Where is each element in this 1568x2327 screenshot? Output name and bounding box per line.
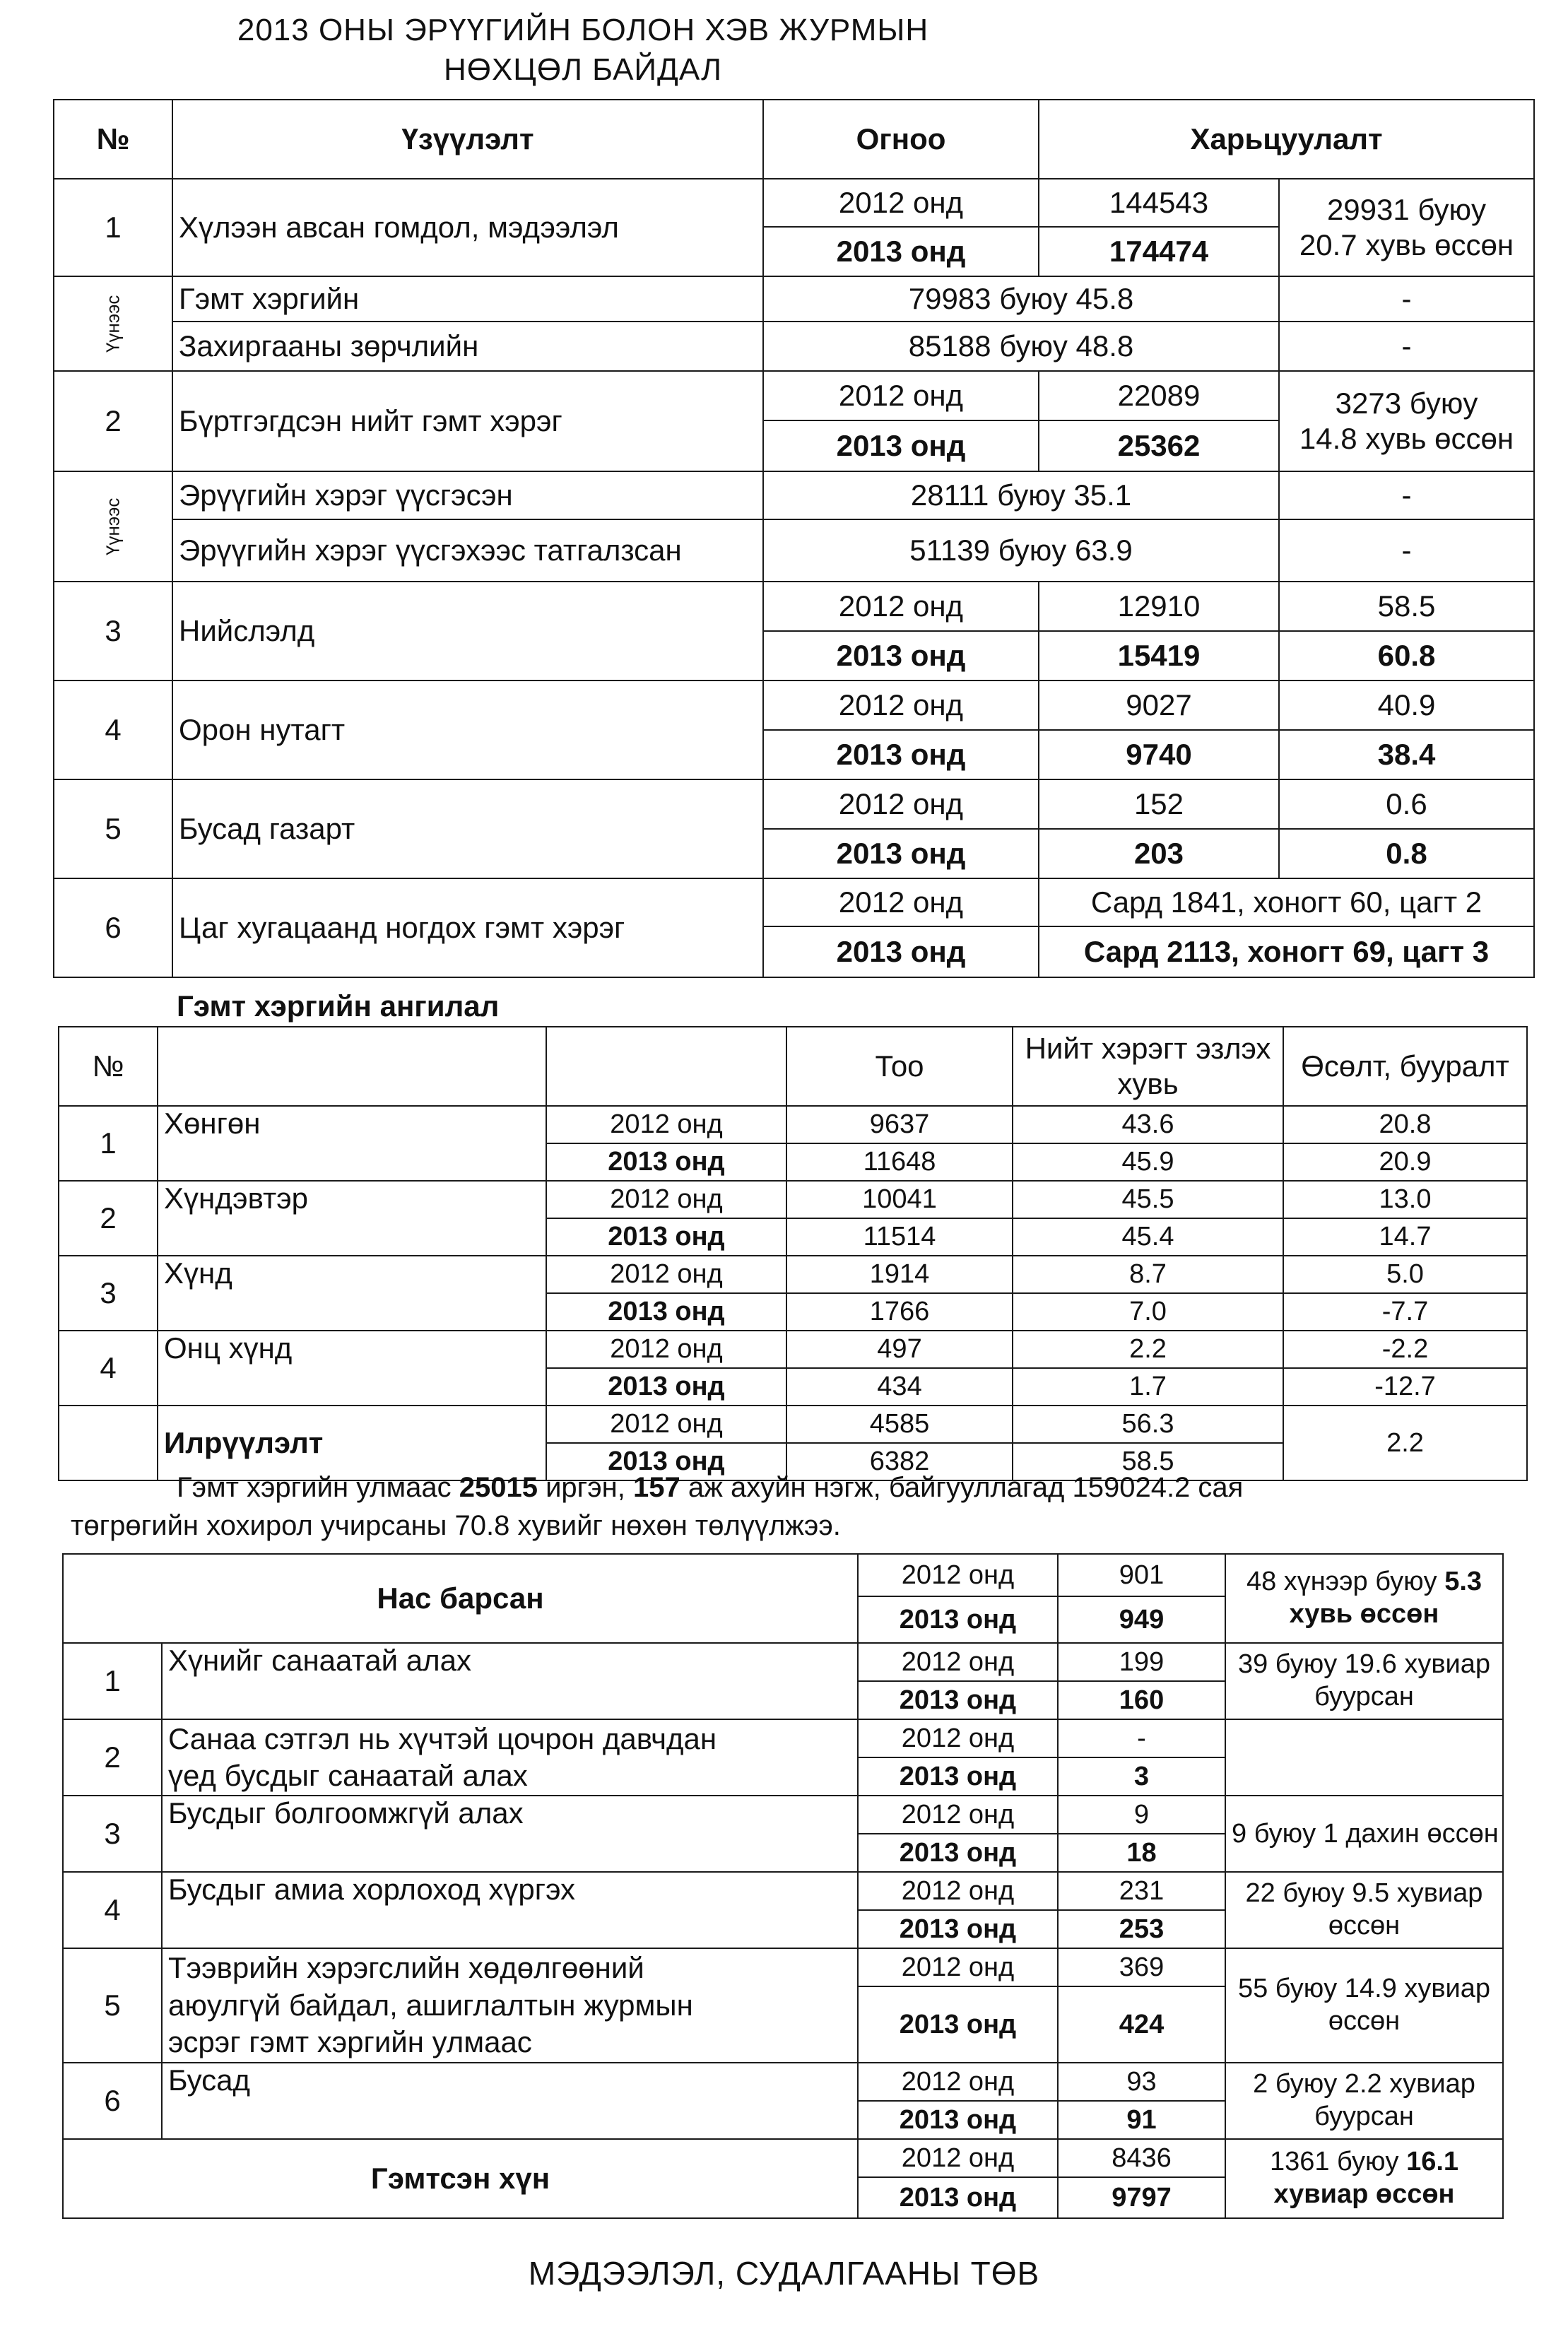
row4-value-2012: 9027	[1039, 681, 1279, 730]
t3-row3-year-2012: 2012 онд	[858, 1796, 1058, 1834]
t3-row2-value-2012: -	[1058, 1719, 1225, 1757]
t2-detection-year-2013: 2013 онд	[546, 1443, 786, 1480]
t2-detection-share-2013: 58.5	[1013, 1443, 1283, 1480]
t2-row4-year-2013: 2013 онд	[546, 1368, 786, 1406]
t2-row4-no: 4	[59, 1331, 158, 1406]
t2-header-label	[158, 1027, 546, 1106]
t2-row3-growth-2012: 5.0	[1283, 1256, 1527, 1293]
deaths-cmp-line2: хувь өссөн	[1289, 1599, 1439, 1629]
sub1b-label: Захиргааны зөрчлийн	[172, 322, 763, 371]
row5-label: Бусад газарт	[172, 779, 763, 878]
t2-row1-label: Хөнгөн	[158, 1106, 546, 1181]
row6-value-2013: Сард 2113, хоногт 69, цагт 3	[1039, 926, 1534, 977]
t3-row2-year-2013: 2013 онд	[858, 1757, 1058, 1796]
t3-row4-year-2012: 2012 онд	[858, 1872, 1058, 1910]
t2-row4-growth-2013: -12.7	[1283, 1368, 1527, 1406]
injured-cmp-line2: хувиар өссөн	[1273, 2179, 1455, 2209]
damage-citizens: 25015	[459, 1472, 538, 1503]
header-no: №	[54, 100, 172, 179]
injured-cmp-line1: 1361 буюу	[1269, 2147, 1407, 2177]
page-title-line2: НӨХЦӨЛ БАЙДАЛ	[443, 52, 723, 87]
t3-row2-year-2012: 2012 онд	[858, 1719, 1058, 1757]
sub2a-cmp: -	[1279, 471, 1534, 519]
row3-no: 3	[54, 582, 172, 681]
t3-row5-year-2012: 2012 онд	[858, 1948, 1058, 1986]
row1-cmp-line2: 20.7 хувь өссөн	[1299, 228, 1514, 261]
row6-value-2012: Сард 1841, хоногт 60, цагт 2	[1039, 878, 1534, 926]
t3-row4-comparison	[1225, 1872, 1503, 1948]
row4-no: 4	[54, 681, 172, 779]
t2-row2-share-2013: 45.4	[1013, 1218, 1283, 1256]
header-indicator: Үзүүлэлт	[172, 100, 763, 179]
t3-row4-cmp-line1: 22 буюу 9.5 хувиар	[1245, 1878, 1483, 1909]
row2-cmp-line1: 3273 буюу	[1335, 386, 1478, 420]
row3-year-2013: 2013 онд	[763, 631, 1039, 681]
t2-row3-year-2012: 2012 онд	[546, 1256, 786, 1293]
injured-value-2013: 9797	[1058, 2177, 1225, 2218]
damage-entities: 157	[632, 1472, 680, 1503]
t2-row4-label: Онц хүнд	[158, 1331, 546, 1406]
t2-header-share: Нийт хэрэгт эзлэх хувь	[1013, 1027, 1283, 1106]
t3-row5-cmp-line1: 55 буюу 14.9 хувиар	[1237, 1974, 1490, 2004]
t3-row5-cmp-line2: өссөн	[1328, 2006, 1401, 2036]
sub2b-cmp: -	[1279, 519, 1534, 582]
row2-year-2012: 2012 онд	[763, 371, 1039, 420]
t3-row6-year-2013: 2013 онд	[858, 2101, 1058, 2139]
t3-row5-value-2013: 424	[1058, 1986, 1225, 2063]
t2-row3-no: 3	[59, 1256, 158, 1331]
t3-row1-cmp-line1: 39 буюу 19.6 хувиар	[1237, 1649, 1490, 1680]
t2-row1-count-2013: 11648	[786, 1143, 1013, 1181]
t2-row1-year-2012: 2012 онд	[546, 1106, 786, 1143]
t2-row2-no: 2	[59, 1181, 158, 1256]
row1-cmp-line1: 29931 буюу	[1326, 192, 1487, 226]
t2-row3-share-2012: 8.7	[1013, 1256, 1283, 1293]
t3-row1-year-2012: 2012 онд	[858, 1643, 1058, 1681]
side-label-1: Үүнээс	[54, 276, 172, 371]
row5-year-2012: 2012 онд	[763, 779, 1039, 829]
damage-text2: иргэн,	[537, 1472, 633, 1503]
t3-row1-year-2013: 2013 онд	[858, 1681, 1058, 1719]
row2-label: Бүртгэгдсэн нийт гэмт хэрэг	[172, 371, 763, 471]
injured-label: Гэмтсэн хүн	[63, 2139, 858, 2218]
deaths-cmp-pct: 5.3	[1444, 1567, 1482, 1597]
t2-header-growth: Өсөлт, бууралт	[1283, 1027, 1527, 1106]
t3-row4-label: Бусдыг амиа хорлоход хүргэх	[162, 1872, 858, 1948]
t2-row4-growth-2012: -2.2	[1283, 1331, 1527, 1368]
row1-comparison	[1279, 179, 1534, 276]
t2-row4-count-2012: 497	[786, 1331, 1013, 1368]
header-comparison: Харьцуулалт	[1039, 100, 1534, 179]
row4-pct-2012: 40.9	[1279, 681, 1534, 730]
damage-line1	[71, 1468, 1526, 1507]
t2-row2-count-2013: 11514	[786, 1218, 1013, 1256]
t3-row3-label: Бусдыг болгоомжгүй алах	[162, 1796, 858, 1872]
t3-row5-year-2013: 2013 онд	[858, 1986, 1058, 2063]
row1-value-2012: 144543	[1039, 179, 1279, 227]
t3-row5-label-line1: Тээврийн хэрэгслийн хөдөлгөөний	[168, 1951, 644, 1985]
t2-row3-label: Хүнд	[158, 1256, 546, 1331]
damage-text3: аж ахуйн нэгж, байгууллагад 159024.2 сая	[680, 1472, 1244, 1503]
t3-row2-label-line2: үед бусдыг санаатай алах	[168, 1759, 528, 1792]
t2-row3-year-2013: 2013 онд	[546, 1293, 786, 1331]
t3-row6-cmp-line1: 2 буюу 2.2 хувиар	[1253, 2069, 1475, 2099]
sub2b-label: Эрүүгийн хэрэг үүсгэхээс татгалзсан	[172, 519, 763, 582]
damage-text1: Гэмт хэргийн улмаас	[177, 1472, 459, 1503]
t3-row1-label: Хүнийг санаатай алах	[162, 1643, 858, 1719]
deaths-label: Нас барсан	[63, 1554, 858, 1643]
t3-row4-year-2013: 2013 онд	[858, 1910, 1058, 1948]
damage-paragraph	[71, 1468, 1526, 1545]
t3-row5-value-2012: 369	[1058, 1948, 1225, 1986]
t2-row4-year-2012: 2012 онд	[546, 1331, 786, 1368]
t2-row4-share-2013: 1.7	[1013, 1368, 1283, 1406]
t3-row3-value-2012: 9	[1058, 1796, 1225, 1834]
t2-row3-growth-2013: -7.7	[1283, 1293, 1527, 1331]
injured-cmp-pct: 16.1	[1406, 2147, 1459, 2177]
t2-row1-growth-2012: 20.8	[1283, 1106, 1527, 1143]
t3-row1-cmp-line2: буурсан	[1314, 1682, 1414, 1712]
row4-label: Орон нутагт	[172, 681, 763, 779]
page-title-line1: 2013 ОНЫ ЭРҮҮГИЙН БОЛОН ХЭВ ЖУРМЫН	[237, 13, 929, 47]
t2-row2-share-2012: 45.5	[1013, 1181, 1283, 1218]
t3-row6-comparison	[1225, 2063, 1503, 2139]
t2-row2-growth-2012: 13.0	[1283, 1181, 1527, 1218]
t3-row6-label: Бусад	[162, 2063, 858, 2139]
row2-cmp-line2: 14.8 хувь өссөн	[1299, 422, 1514, 455]
sub2b-value: 51139 буюу 63.9	[763, 519, 1279, 582]
t2-row3-count-2013: 1766	[786, 1293, 1013, 1331]
t3-row2-value-2013: 3	[1058, 1757, 1225, 1796]
row6-label: Цаг хугацаанд ногдох гэмт хэрэг	[172, 878, 763, 977]
t2-row2-growth-2013: 14.7	[1283, 1218, 1527, 1256]
deaths-comparison	[1225, 1554, 1503, 1643]
t3-row5-no: 5	[63, 1948, 162, 2063]
t3-row4-no: 4	[63, 1872, 162, 1948]
row1-year-2013: 2013 онд	[763, 227, 1039, 276]
t2-row4-share-2012: 2.2	[1013, 1331, 1283, 1368]
row3-value-2013: 15419	[1039, 631, 1279, 681]
t2-row3-share-2013: 7.0	[1013, 1293, 1283, 1331]
sub1b-value: 85188 буюу 48.8	[763, 322, 1279, 371]
row6-year-2012: 2012 онд	[763, 878, 1039, 926]
t3-row1-value-2013: 160	[1058, 1681, 1225, 1719]
t2-row1-share-2013: 45.9	[1013, 1143, 1283, 1181]
row4-value-2013: 9740	[1039, 730, 1279, 779]
row6-year-2013: 2013 онд	[763, 926, 1039, 977]
sub2a-value: 28111 буюу 35.1	[763, 471, 1279, 519]
deaths-year-2013: 2013 онд	[858, 1596, 1058, 1643]
row5-value-2012: 152	[1039, 779, 1279, 829]
row3-pct-2013: 60.8	[1279, 631, 1534, 681]
t3-row6-value-2013: 91	[1058, 2101, 1225, 2139]
row5-value-2013: 203	[1039, 829, 1279, 878]
damage-line2: төгрөгийн хохирол учирсаны 70.8 хувийг нөхөн төлүүлжээ.	[71, 1510, 841, 1541]
t2-header-year	[546, 1027, 786, 1106]
crime-classification-caption: Гэмт хэргийн ангилал	[177, 989, 500, 1023]
t3-row5-label	[162, 1948, 858, 2063]
t3-row5-comparison	[1225, 1948, 1503, 2063]
t3-row6-year-2012: 2012 онд	[858, 2063, 1058, 2101]
row6-no: 6	[54, 878, 172, 977]
row2-comparison	[1279, 371, 1534, 471]
t2-detection-year-2012: 2012 онд	[546, 1406, 786, 1443]
row5-pct-2013: 0.8	[1279, 829, 1534, 878]
row2-year-2013: 2013 онд	[763, 420, 1039, 471]
t3-row4-value-2012: 231	[1058, 1872, 1225, 1910]
t2-header-count: Тоо	[786, 1027, 1013, 1106]
t3-row6-cmp-line2: буурсан	[1314, 2102, 1414, 2131]
t3-row1-comparison	[1225, 1643, 1503, 1719]
t2-detection-count-2013: 6382	[786, 1443, 1013, 1480]
t3-row2-no: 2	[63, 1719, 162, 1796]
sub2a-label: Эрүүгийн хэрэг үүсгэсэн	[172, 471, 763, 519]
t2-row2-year-2013: 2013 онд	[546, 1218, 786, 1256]
casualties-table	[62, 1553, 1504, 2219]
t3-row1-no: 1	[63, 1643, 162, 1719]
row4-year-2013: 2013 онд	[763, 730, 1039, 779]
deaths-year-2012: 2012 онд	[858, 1554, 1058, 1596]
sub1a-value: 79983 буюу 45.8	[763, 276, 1279, 322]
t2-detection-count-2012: 4585	[786, 1406, 1013, 1443]
t3-row2-label	[162, 1719, 858, 1796]
t3-row3-value-2013: 18	[1058, 1834, 1225, 1872]
t3-row3-comparison: 9 буюу 1 дахин өссөн	[1225, 1796, 1503, 1872]
deaths-cmp-line1: 48 хүнээр буюу	[1246, 1567, 1445, 1597]
t3-row3-year-2013: 2013 онд	[858, 1834, 1058, 1872]
row1-value-2013: 174474	[1039, 227, 1279, 276]
row4-pct-2013: 38.4	[1279, 730, 1534, 779]
t2-row4-count-2013: 434	[786, 1368, 1013, 1406]
t3-row5-label-line2: аюулгүй байдал, ашиглалтын журмын	[168, 1988, 693, 2022]
injured-value-2012: 8436	[1058, 2139, 1225, 2177]
side-label-2: Үүнээс	[54, 471, 172, 582]
t3-row3-no: 3	[63, 1796, 162, 1872]
t2-row1-growth-2013: 20.9	[1283, 1143, 1527, 1181]
row2-value-2013: 25362	[1039, 420, 1279, 471]
row5-pct-2012: 0.6	[1279, 779, 1534, 829]
t2-row1-no: 1	[59, 1106, 158, 1181]
t2-row2-year-2012: 2012 онд	[546, 1181, 786, 1218]
t2-row3-count-2012: 1914	[786, 1256, 1013, 1293]
header-date: Огноо	[763, 100, 1039, 179]
row2-value-2012: 22089	[1039, 371, 1279, 420]
sub1a-cmp: -	[1279, 276, 1534, 322]
row5-no: 5	[54, 779, 172, 878]
deaths-value-2013: 949	[1058, 1596, 1225, 1643]
row4-year-2012: 2012 онд	[763, 681, 1039, 730]
deaths-value-2012: 901	[1058, 1554, 1225, 1596]
t2-header-no: №	[59, 1027, 158, 1106]
row5-year-2013: 2013 онд	[763, 829, 1039, 878]
t2-detection-label: Илрүүлэлт	[158, 1406, 546, 1480]
t3-row1-value-2012: 199	[1058, 1643, 1225, 1681]
t2-row1-count-2012: 9637	[786, 1106, 1013, 1143]
t3-row2-label-line1: Санаа сэтгэл нь хүчтэй цочрон давчдан	[168, 1721, 717, 1755]
row3-year-2012: 2012 онд	[763, 582, 1039, 631]
t2-detection-growth: 2.2	[1283, 1406, 1527, 1480]
injured-year-2012: 2012 онд	[858, 2139, 1058, 2177]
t3-row5-label-line3: эсрэг гэмт хэргийн улмаас	[168, 2025, 532, 2059]
injured-year-2013: 2013 онд	[858, 2177, 1058, 2218]
t3-row4-cmp-line2: өссөн	[1328, 1911, 1401, 1940]
sub1b-cmp: -	[1279, 322, 1534, 371]
row2-no: 2	[54, 371, 172, 471]
row3-label: Нийслэлд	[172, 582, 763, 681]
t3-row6-value-2012: 93	[1058, 2063, 1225, 2101]
crime-classification-table	[58, 1026, 1528, 1481]
crime-overview-table	[53, 99, 1535, 978]
t2-row2-count-2012: 10041	[786, 1181, 1013, 1218]
t3-row2-comparison	[1225, 1719, 1503, 1796]
injured-comparison	[1225, 2139, 1503, 2218]
row1-year-2012: 2012 онд	[763, 179, 1039, 227]
sub1a-label: Гэмт хэргийн	[172, 276, 763, 322]
t2-detection-share-2012: 56.3	[1013, 1406, 1283, 1443]
footer-organization: МЭДЭЭЛЭЛ, СУДАЛГААНЫ ТӨВ	[528, 2255, 1040, 2292]
row3-pct-2012: 58.5	[1279, 582, 1534, 631]
row1-label: Хүлээн авсан гомдол, мэдээлэл	[172, 179, 763, 276]
t2-row1-share-2012: 43.6	[1013, 1106, 1283, 1143]
row1-no: 1	[54, 179, 172, 276]
t2-row2-label: Хүндэвтэр	[158, 1181, 546, 1256]
t3-row4-value-2013: 253	[1058, 1910, 1225, 1948]
t3-row6-no: 6	[63, 2063, 162, 2139]
row3-value-2012: 12910	[1039, 582, 1279, 631]
t2-row1-year-2013: 2013 онд	[546, 1143, 786, 1181]
